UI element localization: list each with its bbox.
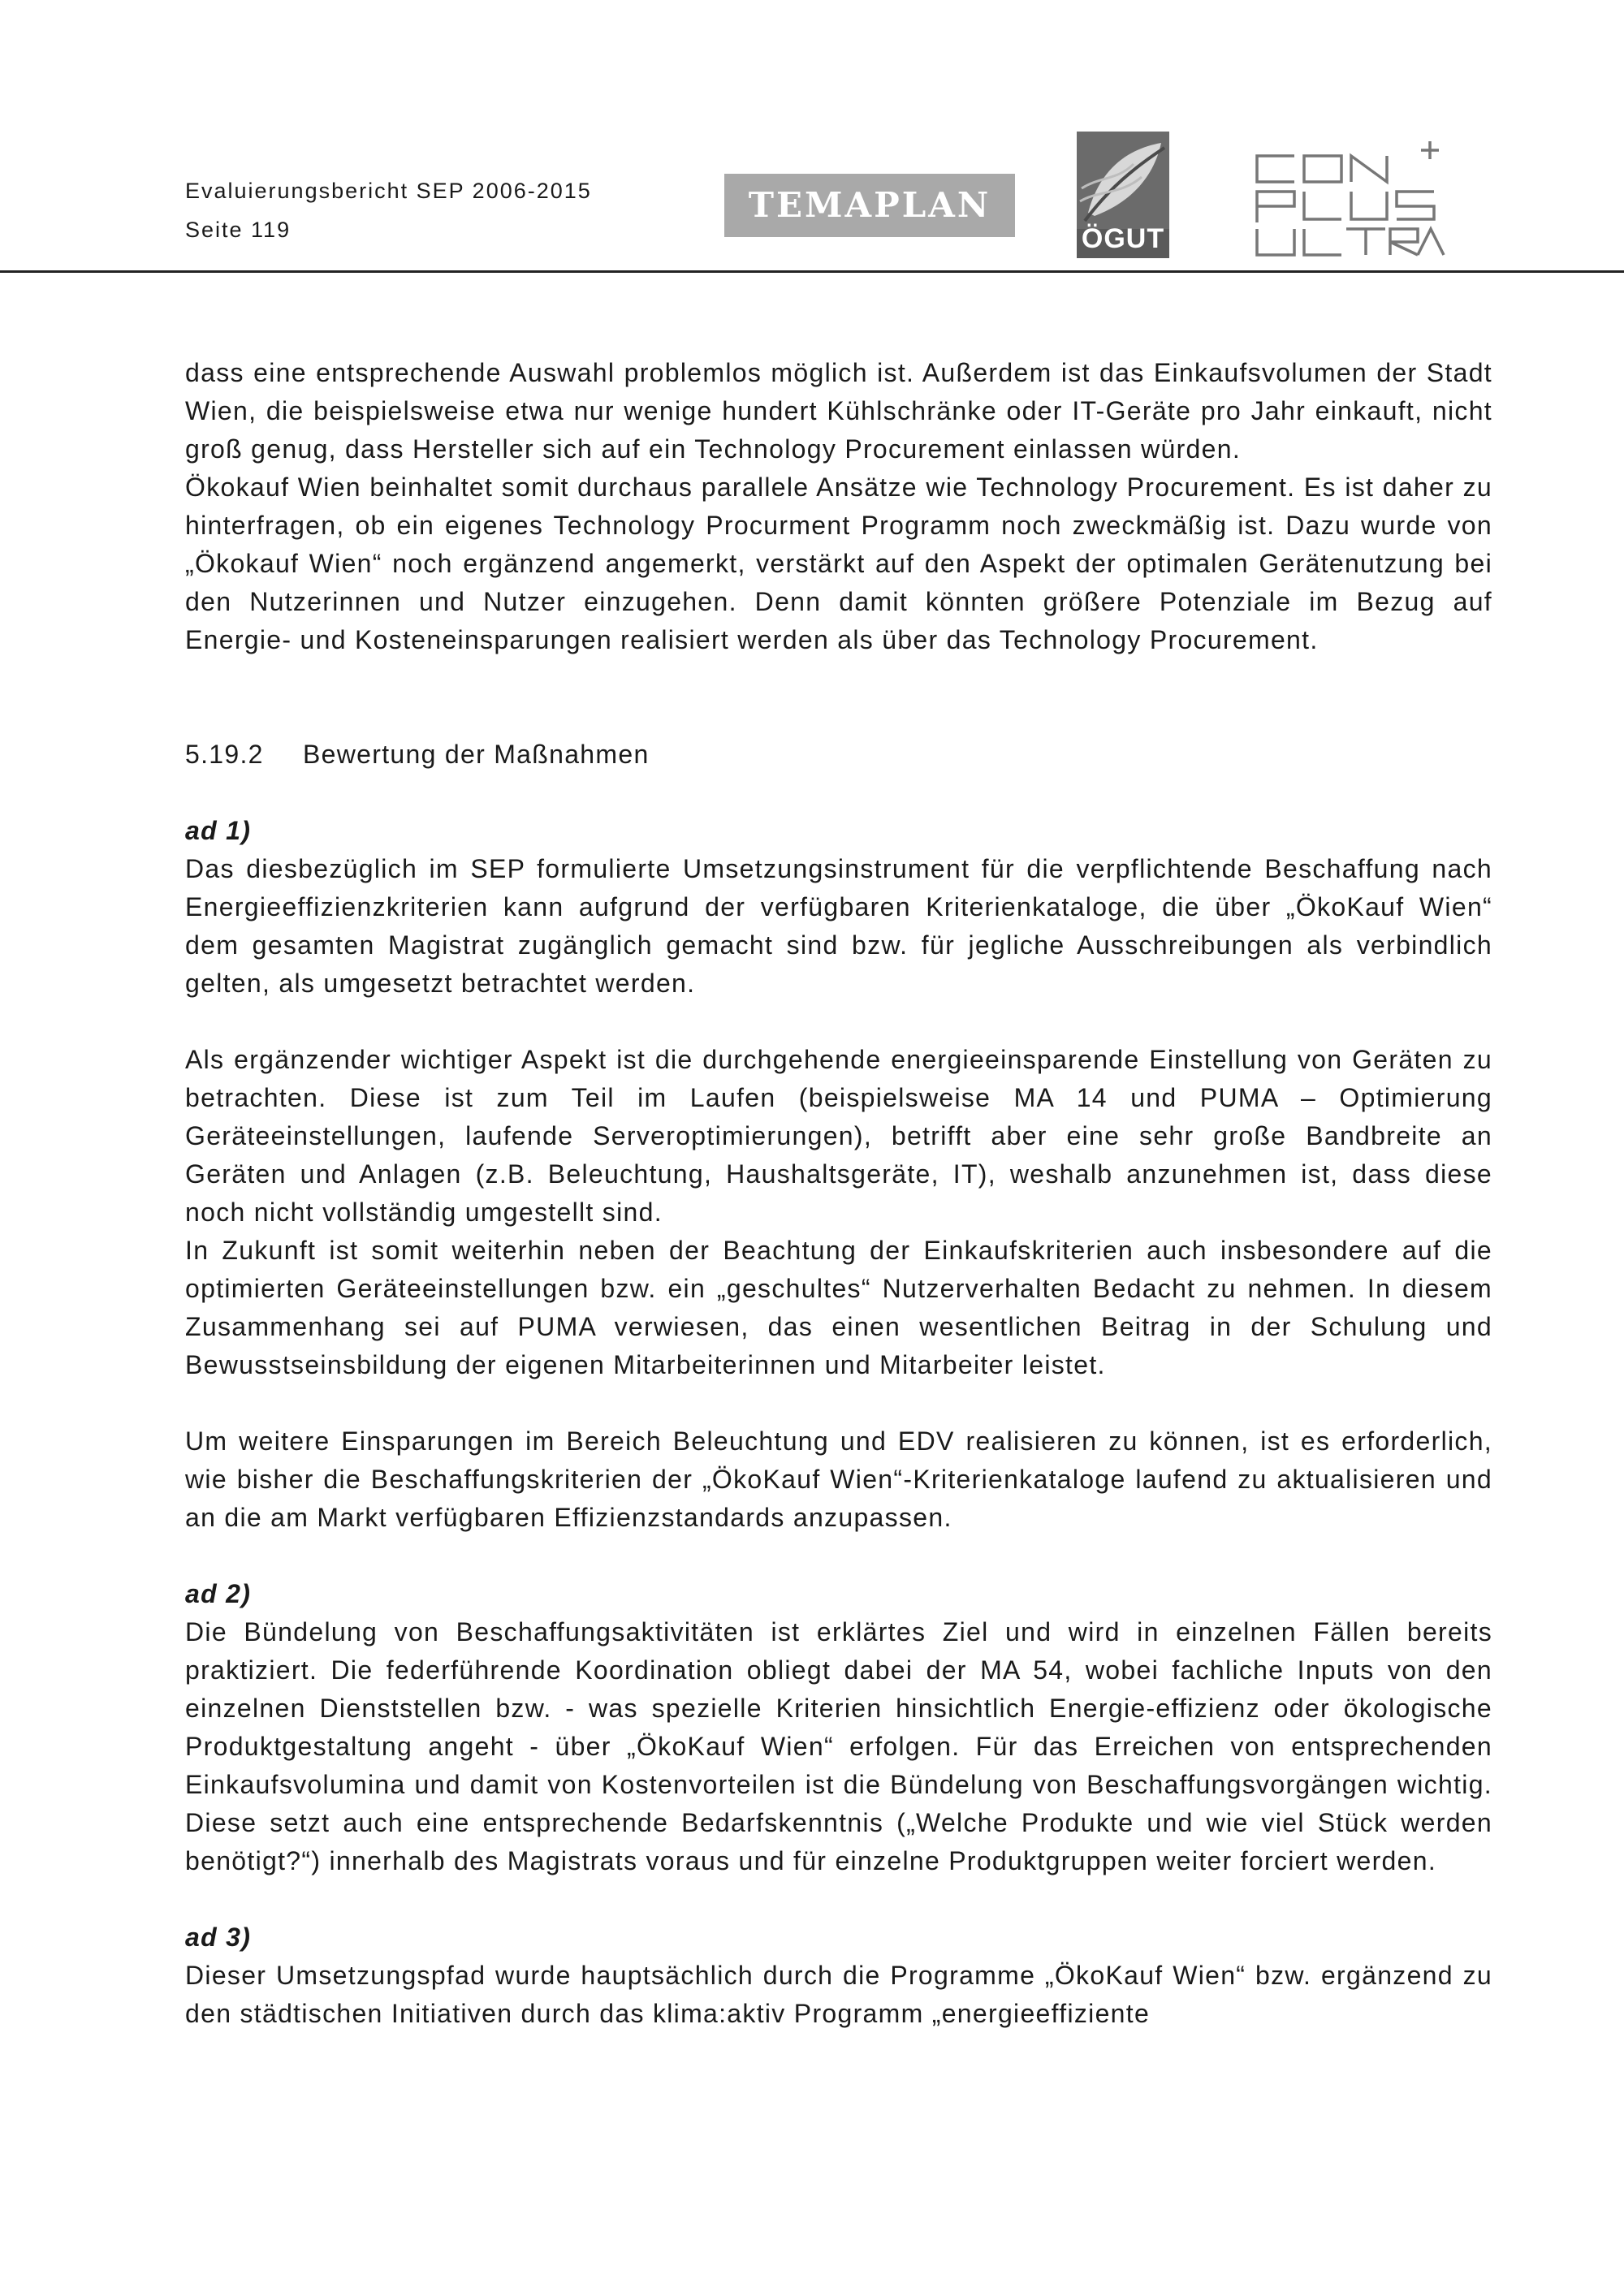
header-divider [0, 270, 1624, 273]
ogut-logo [1077, 132, 1169, 258]
section-heading [185, 736, 1492, 774]
paragraph: Das diesbezüglich im SEP formulierte Umsetzungsinstrument für die verpflichtende Beschaffung nach Energieeffizienzkriterien kann aufgrund der verfügbaren Kriterienkataloge, die über „ÖkoKauf Wien“ dem gesamten Magistrat zugänglich gemacht sind bzw. für jegliche Ausschreibungen als verbindlich gelten, als umgesetzt betrachtet werden. [185, 854, 1492, 998]
con-plus-ultra-logo [1250, 138, 1445, 260]
subsection-label-ad2: ad 2) [185, 1579, 252, 1608]
subsection-label-ad1: ad 1) [185, 816, 252, 845]
paragraph: Ökokauf Wien beinhaltet somit durchaus parallele Ansätze wie Technology Procurement. Es ist daher zu hinterfragen, ob ein eigenes Technology Procurment Programm noch zweckmäßig ist. Dazu wurde von „Ökokauf Wien“ noch ergänzend angemerkt, verstärkt auf den Aspekt der optimalen Gerätenutzung bei den Nutzerinnen und Nutzer einzugehen. Denn damit könnten größere Potenziale im Bezug auf Energie- und Kosteneinsparungen realisiert werden als über das Technology Procurement. [185, 473, 1492, 654]
paragraph: Als ergänzender wichtiger Aspekt ist die durchgehende energieeinsparende Einstellung von Geräten zu betrachten. Diese ist zum Teil im Laufen (beispielsweise MA 14 und PUMA – Optimierung Geräteeinstellungen, laufende Serveroptimierungen), betrifft aber eine sehr große Bandbreite an Geräten und Anlagen (z.B. Beleuchtung, Haushaltsgeräte, IT), weshalb anzunehmen ist, dass diese noch nicht vollständig umgestellt sind. [185, 1045, 1492, 1227]
paragraph: Um weitere Einsparungen im Bereich Beleuchtung und EDV realisieren zu können, ist es erforderlich, wie bisher die Beschaffungskriterien der „ÖkoKauf Wien“-Kriterienkataloge laufend zu aktualisieren und an die am Markt verfügbaren Effizienzstandards anzupassen. [185, 1426, 1492, 1532]
paragraph: In Zukunft ist somit weiterhin neben der Beachtung der Einkaufskriterien auch insbesondere auf die optimierten Geräteeinstellungen bzw. ein „geschultes“ Nutzerverhalten Bedacht zu nehmen. In diesem Zusammenhang sei auf PUMA verwiesen, das einen wesentlichen Beitrag in der Schulung und Bewusstseinsbildung der eigenen Mitarbeiterinnen und Mitarbeiter leistet. [185, 1236, 1492, 1379]
section-number: 5.19.2 [185, 740, 264, 769]
report-title: Evaluierungsbericht SEP 2006-2015 [185, 179, 592, 203]
paragraph: Dieser Umsetzungspfad wurde hauptsächlich durch die Programme „ÖkoKauf Wien“ bzw. ergänzend zu den städtischen Initiativen durch das klima:aktiv Programm „energieeffiziente [185, 1961, 1492, 2028]
temaplan-logo: TEMAPLAN [724, 174, 1015, 237]
leaf-icon [1077, 132, 1169, 229]
paragraph: Die Bündelung von Beschaffungsaktivitäten ist erklärtes Ziel und wird in einzelnen Fällen bereits praktiziert. Die federführende Koordination obliegt dabei der MA 54, wobei fachliche Inputs von den einzelnen Dienststellen bzw. - was spezielle Kriterien hinsichtlich Energie-effizienz oder ökologische Produktgestaltung angeht - über „ÖkoKauf Wien“ erfolgen. Für das Erreichen von entsprechenden Einkaufsvolumina und damit von Kostenvorteilen ist die Bündelung von Beschaffungsvorgängen wichtig. Diese setzt auch eine entsprechende Bedarfskenntnis („Welche Produkte und wie viel Stück werden benötigt?“) innerhalb des Magistrats voraus und für einzelne Produktgruppen weiter forciert werden. [185, 1617, 1492, 1875]
page-number: Seite 119 [185, 218, 292, 242]
paragraph: dass eine entsprechende Auswahl problemlos möglich ist. Außerdem ist das Einkaufsvolumen der Stadt Wien, die beispielsweise etwa nur wenige hundert Kühlschränke oder IT-Geräte pro Jahr einkauft, nicht groß genug, dass Hersteller sich auf ein Technology Procurement einlassen würden. [185, 358, 1492, 464]
ogut-logo-label: ÖGUT [1081, 223, 1165, 254]
section-title: Bewertung der Maßnahmen [303, 740, 650, 769]
document-body [185, 354, 1492, 2033]
subsection-label-ad3: ad 3) [185, 1923, 252, 1952]
